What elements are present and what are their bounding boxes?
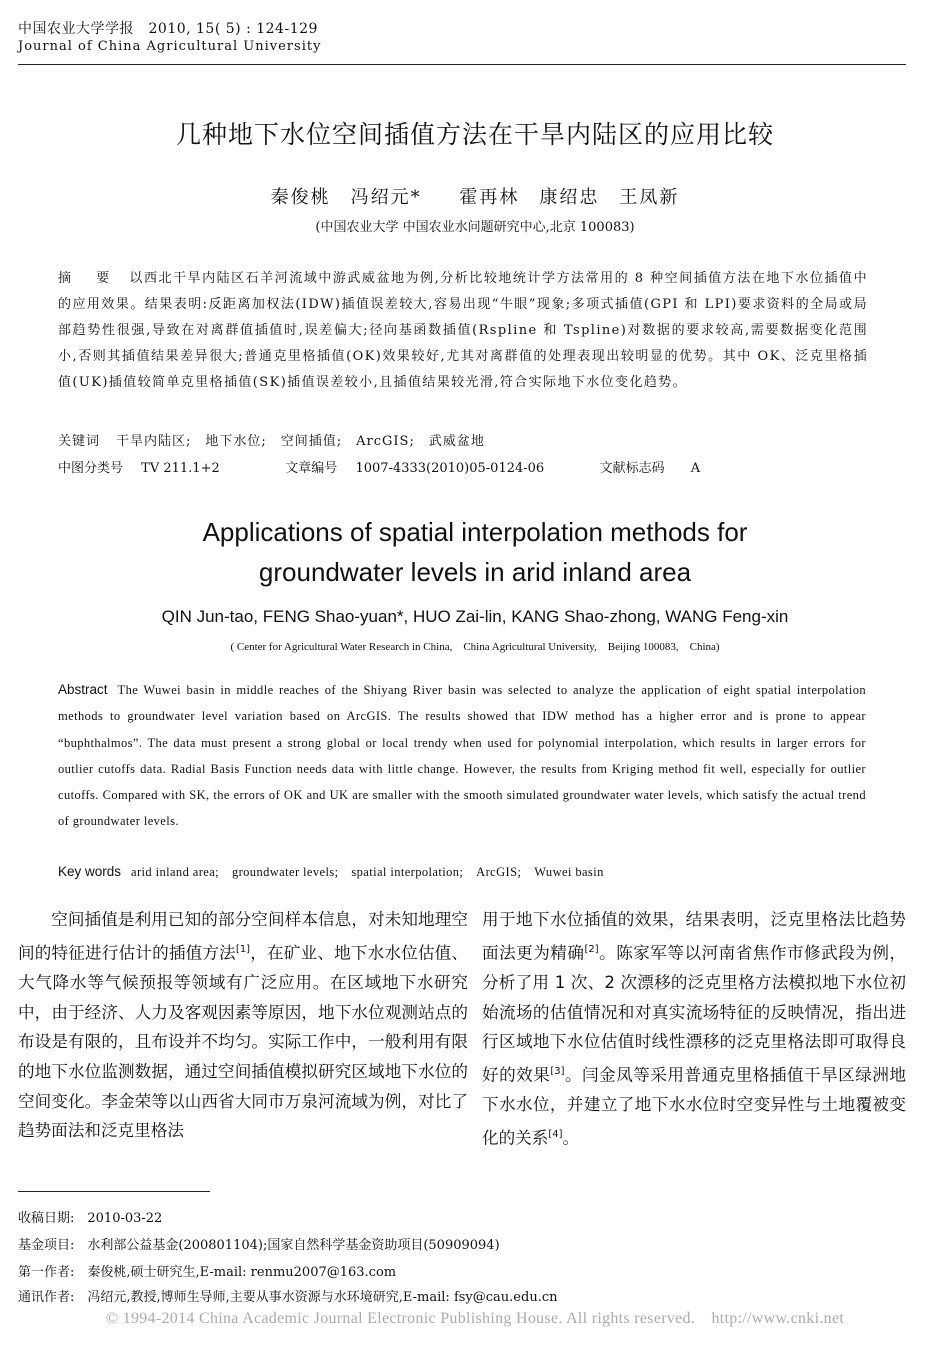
keywords-en-label: Key words bbox=[58, 864, 122, 879]
doc-code-label: 文献标志码 bbox=[599, 461, 665, 476]
footnote-received: 收稿日期: 2010-03-22 bbox=[18, 1211, 163, 1226]
clc-value: TV 211.1+2 bbox=[141, 461, 220, 476]
body-right-text-4: 。 bbox=[562, 1128, 580, 1148]
authors-cn: 秦俊桃 冯绍元* 霍再林 康绍忠 王凤新 bbox=[270, 187, 680, 208]
body-column-left bbox=[18, 905, 468, 1146]
keywords-en-text: arid inland area; groundwater levels; spatial interpolation; ArcGIS; Wuwei basin bbox=[131, 865, 604, 879]
keywords-cn-label: 关键词 bbox=[58, 434, 101, 449]
citation-ref-3: [3] bbox=[550, 1066, 565, 1078]
abstract-en-text: The Wuwei basin in middle reaches of the Shiyang River basin was selected to analyze the application of eight spatial interpolation methods to groundwater level variation based on ArcGIS. The results showed that IDW method has a higher error and is prone to appear “buphthalmos”. The data must present a strong global or local trendy when used for polynomial interpolation, which results in larger errors for outlier cutoffs data. Radial Basis Function needs data with little change. However, the results from Kriging method fit well, especially for outlier cutoffs. Compared with SK, the errors of OK and UK are smaller with the smooth simulated groundwater water levels, which satisfy the actual trend of groundwater levels. bbox=[58, 683, 866, 829]
body-right-text-1: 用于地下水位插值的效果，结果表明，泛克里格法比趋势面法更为精确 bbox=[482, 910, 906, 963]
affiliation-en: ( Center for Agricultural Water Research in China, China Agricultural University, Beijing 100083, China) bbox=[230, 641, 720, 653]
keywords-cn bbox=[58, 430, 485, 449]
abstract-cn bbox=[58, 266, 868, 396]
keywords-en bbox=[58, 862, 604, 880]
article-no-value: 1007-4333(2010)05-0124-06 bbox=[355, 461, 545, 476]
paper-title-en-line-1: Applications of spatial interpolation methods for bbox=[202, 517, 748, 547]
citation-ref-4: [4] bbox=[548, 1128, 563, 1140]
footnote-fund: 基金项目: 水利部公益基金(200801104);国家自然科学基金资助项目(50909094) bbox=[18, 1238, 500, 1253]
header-rule bbox=[18, 64, 906, 65]
citation-ref-1: [1] bbox=[235, 943, 251, 955]
paper-title-en-line-2: groundwater levels in arid inland area bbox=[258, 557, 692, 587]
abstract-cn-text: 以西北干旱内陆区石羊河流域中游武威盆地为例,分析比较地统计学方法常用的 8 种空间插值方法在地下水位插值中的应用效果。结果表明:反距离加权法(IDW)插值误差较大,容易出现“牛眼”现象;多项式插值(GPI 和 LPI)要求资料的全局或局部趋势性很强,导致在对离群值插值时,误差偏大;径向基函数插值(Rspline 和 Tspline)对数据的要求较高,需要数据变化范围小,否则其插值结果差异很大;普通克里格插值(OK)效果较好,尤其对离群值的处理表现出较明显的优势。其中 OK、泛克里格插值(UK)插值较简单克里格插值(SK)插值误差较小,且插值结果较光滑,符合实际地下水位变化趋势。 bbox=[58, 271, 868, 390]
article-no-label: 文章编号 bbox=[285, 461, 338, 476]
authors-en: QIN Jun-tao, FENG Shao-yuan*, HUO Zai-lin, KANG Shao-zhong, WANG Feng-xin bbox=[161, 607, 789, 626]
affiliation-cn: (中国农业大学 中国农业水问题研究中心,北京 100083) bbox=[315, 220, 635, 235]
citation-ref-2: [2] bbox=[584, 943, 599, 955]
abstract-en bbox=[58, 677, 866, 835]
classification-row bbox=[58, 457, 878, 476]
body-column-right bbox=[482, 905, 906, 1153]
clc-label: 中图分类号 bbox=[58, 461, 124, 476]
body-right-text-3: 。闫金凤等采用普通克里格插值干旱区绿洲地下水水位，并建立了地下水水位时空变异性与土地覆被变化的关系 bbox=[482, 1065, 907, 1148]
footnote-rule bbox=[18, 1191, 210, 1192]
journal-citation-cn: 中国农业大学学报 2010, 15( 5) : 124-129 bbox=[18, 21, 318, 37]
body-left-text-2: ，在矿业、地下水水位估值、大气降水等气候预报等领域有广泛应用。在区域地下水研究中，由于经济、人力及客观因素等原因，地下水位观测站点的布设是有限的，且布设并不均匀。实际工作中，一般利用有限的地下水位监测数据，通过空间插值模拟研究区域地下水位的空间变化。李金荣等以山西省大同市万泉河流域为例，对比了趋势面法和泛克里格法 bbox=[18, 943, 469, 1141]
footnote-first-author: 第一作者: 秦俊桃,硕士研究生,E-mail: renmu2007@163.com bbox=[18, 1265, 397, 1280]
paper-title-cn: 几种地下水位空间插值方法在干旱内陆区的应用比较 bbox=[175, 120, 774, 149]
copyright-watermark: © 1994-2014 China Academic Journal Electronic Publishing House. All rights reserved. http://www.cnki.net bbox=[105, 1310, 845, 1327]
abstract-cn-label: 摘 要 bbox=[58, 271, 116, 286]
body-left-text-1: 空间插值是利用已知的部分空间样本信息，对未知地理空间的特征进行估计的插值方法 bbox=[18, 910, 468, 963]
journal-name-en: Journal of China Agricultural University bbox=[18, 39, 322, 54]
abstract-en-label: Abstract bbox=[58, 682, 108, 697]
doc-code-value: A bbox=[690, 461, 701, 476]
paper-title-en bbox=[0, 512, 950, 592]
body-right-text-2: 。陈家军等以河南省焦作市修武段为例，分析了用 1 次、2 次漂移的泛克里格方法模拟地下水位初始流场的估值情况和对真实流场特征的反映情况，指出进行区域地下水位估值时线性漂移的泛克里格法即可取得良好的效果 bbox=[482, 943, 907, 1085]
footnote-corresponding: 通讯作者: 冯绍元,教授,博师生导师,主要从事水资源与水环境研究,E-mail: fsy@cau.edu.cn bbox=[18, 1290, 558, 1305]
keywords-cn-text: 干旱内陆区; 地下水位; 空间插值; ArcGIS; 武威盆地 bbox=[116, 434, 485, 449]
